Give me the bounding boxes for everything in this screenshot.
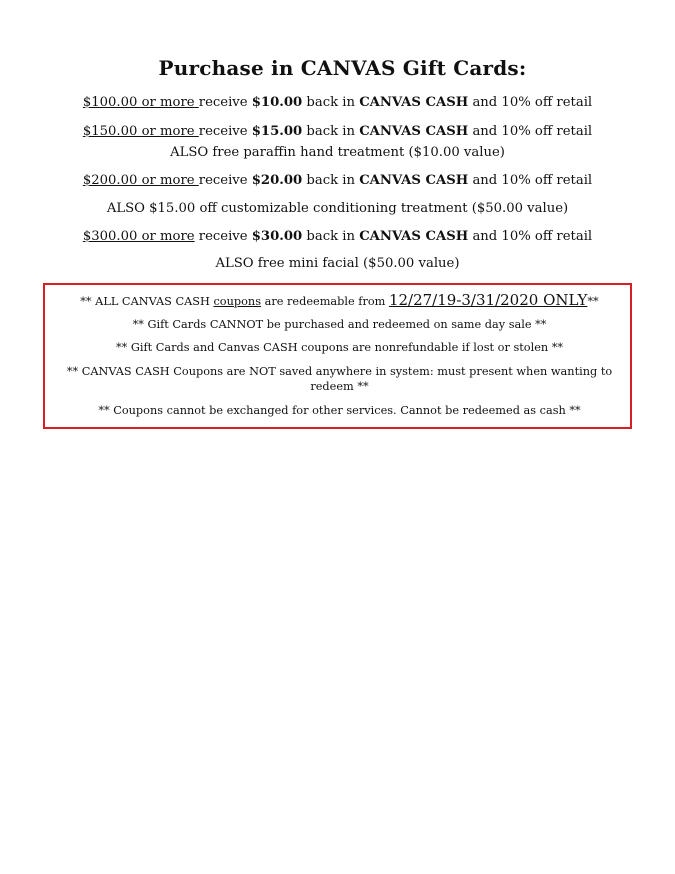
tier-200-back-text: back in xyxy=(302,173,360,188)
tier-150-back-amount: $15.00 xyxy=(251,124,303,139)
tier-200-back-amount: $20.00 xyxy=(251,173,303,188)
tier-300-line xyxy=(0,229,675,244)
tier-300-back-text: back in xyxy=(302,229,360,244)
tier-100-back-amount: $10.00 xyxy=(251,95,303,110)
no-exchange-line: ** Coupons cannot be exchanged for other services. Cannot be redeemed as cash ** xyxy=(98,404,581,417)
tier-150-cash: CANVAS CASH xyxy=(359,124,469,139)
tier-100-back-text: back in xyxy=(302,95,360,110)
tier-300-cash: CANVAS CASH xyxy=(359,229,469,244)
page-title: Purchase in CANVAS Gift Cards: xyxy=(158,56,527,80)
redeem-coupons-word: coupons xyxy=(213,295,261,308)
tier-300-back-amount: $30.00 xyxy=(251,229,303,244)
no-same-day-line: ** Gift Cards CANNOT be purchased and redeemed on same day sale ** xyxy=(132,318,547,331)
tier-200-amount: $200.00 or more xyxy=(82,173,199,188)
nonrefundable-line: ** Gift Cards and Canvas CASH coupons are nonrefundable if lost or stolen ** xyxy=(115,341,564,354)
tier-150-also: ALSO free paraffin hand treatment ($10.00 value) xyxy=(170,145,505,160)
redeem-prefix: ** ALL CANVAS CASH xyxy=(80,295,214,308)
redeem-suffix: ** xyxy=(587,295,599,308)
redeem-mid: are redeemable from xyxy=(261,295,389,308)
tier-300-retail: and 10% off retail xyxy=(468,229,593,244)
tier-200-line xyxy=(0,173,675,188)
tier-200-cash: CANVAS CASH xyxy=(359,173,469,188)
tier-300-receive: receive xyxy=(194,229,252,244)
tier-200-receive: receive xyxy=(198,173,252,188)
tier-100-line xyxy=(0,95,675,110)
tier-100-receive: receive xyxy=(198,95,252,110)
tier-100-amount: $100.00 or more xyxy=(82,95,199,110)
tier-100-retail: and 10% off retail xyxy=(468,95,593,110)
tier-150-receive: receive xyxy=(198,124,252,139)
tier-150-line xyxy=(0,124,675,139)
tier-300-also: ALSO free mini facial ($50.00 value) xyxy=(215,256,460,271)
redeem-dates-line xyxy=(45,291,634,309)
tier-300-amount: $300.00 or more xyxy=(82,229,195,244)
terms-notice-box xyxy=(43,283,632,429)
tier-150-retail: and 10% off retail xyxy=(468,124,593,139)
tier-150-amount: $150.00 or more xyxy=(82,124,199,139)
redeem-date-range: 12/27/19-3/31/2020 ONLY xyxy=(388,291,588,309)
tier-200-also: ALSO $15.00 off customizable conditioning treatment ($50.00 value) xyxy=(106,201,569,216)
tier-100-cash: CANVAS CASH xyxy=(359,95,469,110)
not-saved-line: ** CANVAS CASH Coupons are NOT saved anywhere in system: must present when wanting to redeem ** xyxy=(66,365,613,393)
tier-200-retail: and 10% off retail xyxy=(468,173,593,188)
tier-150-back-text: back in xyxy=(302,124,360,139)
